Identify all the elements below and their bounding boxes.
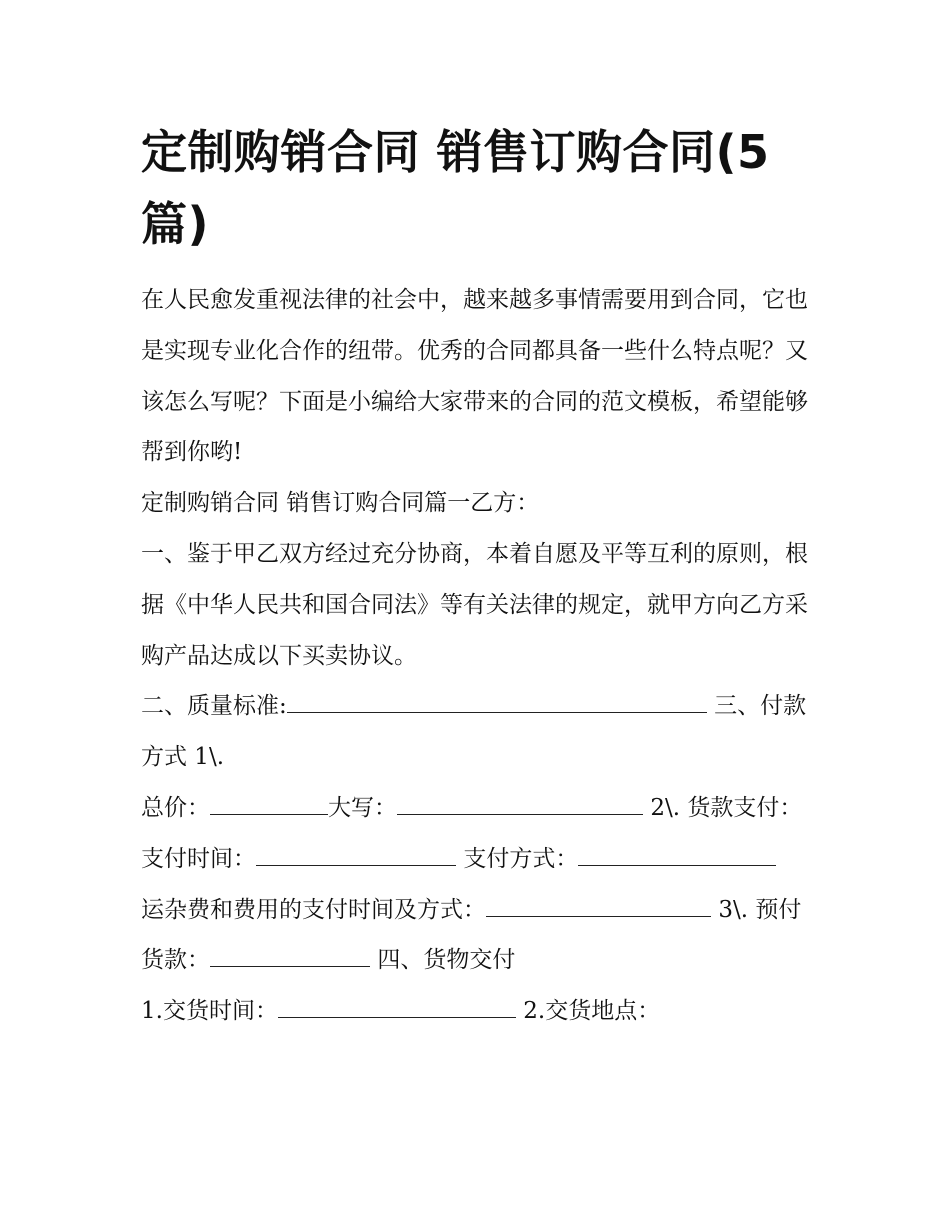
prepayment-blank: [210, 945, 370, 968]
quality-standard-blank: [287, 691, 707, 714]
total-price-label: 总价：: [141, 794, 210, 821]
payment-item-label: 2\. 货款支付：: [650, 794, 803, 821]
document-title: 定制购销合同 销售订购合同(5篇): [141, 125, 770, 251]
clause-1-paragraph: 一、鉴于甲乙双方经过充分协商，本着自愿及平等互利的原则，根据《中华人民共和国合同法》等有关法律的规定，就甲方向乙方采购产品达成以下买卖协议。: [141, 540, 808, 669]
freight-label: 运杂费和费用的支付时间及方式：: [141, 896, 486, 923]
delivery-time-blank: [278, 995, 516, 1018]
payment-method-blank: [578, 843, 776, 866]
payment-method-label: 支付方式：: [463, 845, 579, 872]
freight-prepayment-paragraph: [141, 885, 816, 987]
delivery-clause-label: 四、货物交付: [377, 947, 516, 974]
total-price-blank: [210, 792, 328, 815]
delivery-time-label: 1.交货时间：: [141, 998, 278, 1025]
quality-payment-paragraph: [141, 681, 816, 783]
payment-method-clause-label: 三、付款方式 1\.: [141, 693, 807, 771]
payment-time-method-paragraph: [141, 834, 816, 885]
intro-paragraph: 在人民愈发重视法律的社会中，越来越多事情需要用到合同，它也是实现专业化合作的纽带。优秀的合同都具备一些什么特点呢？又该怎么写呢？下面是小编给大家带来的合同的范文模板，希望能够帮到你哟!: [141, 287, 808, 466]
delivery-place-label: 2.交货地点：: [523, 998, 661, 1025]
payment-time-blank: [256, 843, 456, 866]
quality-standard-label: 二、质量标准:: [141, 693, 287, 720]
section-heading: 定制购销合同 销售订购合同篇一乙方：: [141, 490, 540, 517]
delivery-paragraph: [141, 986, 816, 1037]
prepayment-label: 3\. 预付货款：: [141, 896, 802, 974]
document-body: [141, 275, 816, 1037]
capital-amount-label: 大写：: [328, 794, 397, 821]
total-price-paragraph: [141, 783, 816, 834]
capital-amount-blank: [397, 792, 643, 815]
payment-time-label: 支付时间：: [141, 845, 256, 872]
freight-blank: [486, 894, 711, 917]
